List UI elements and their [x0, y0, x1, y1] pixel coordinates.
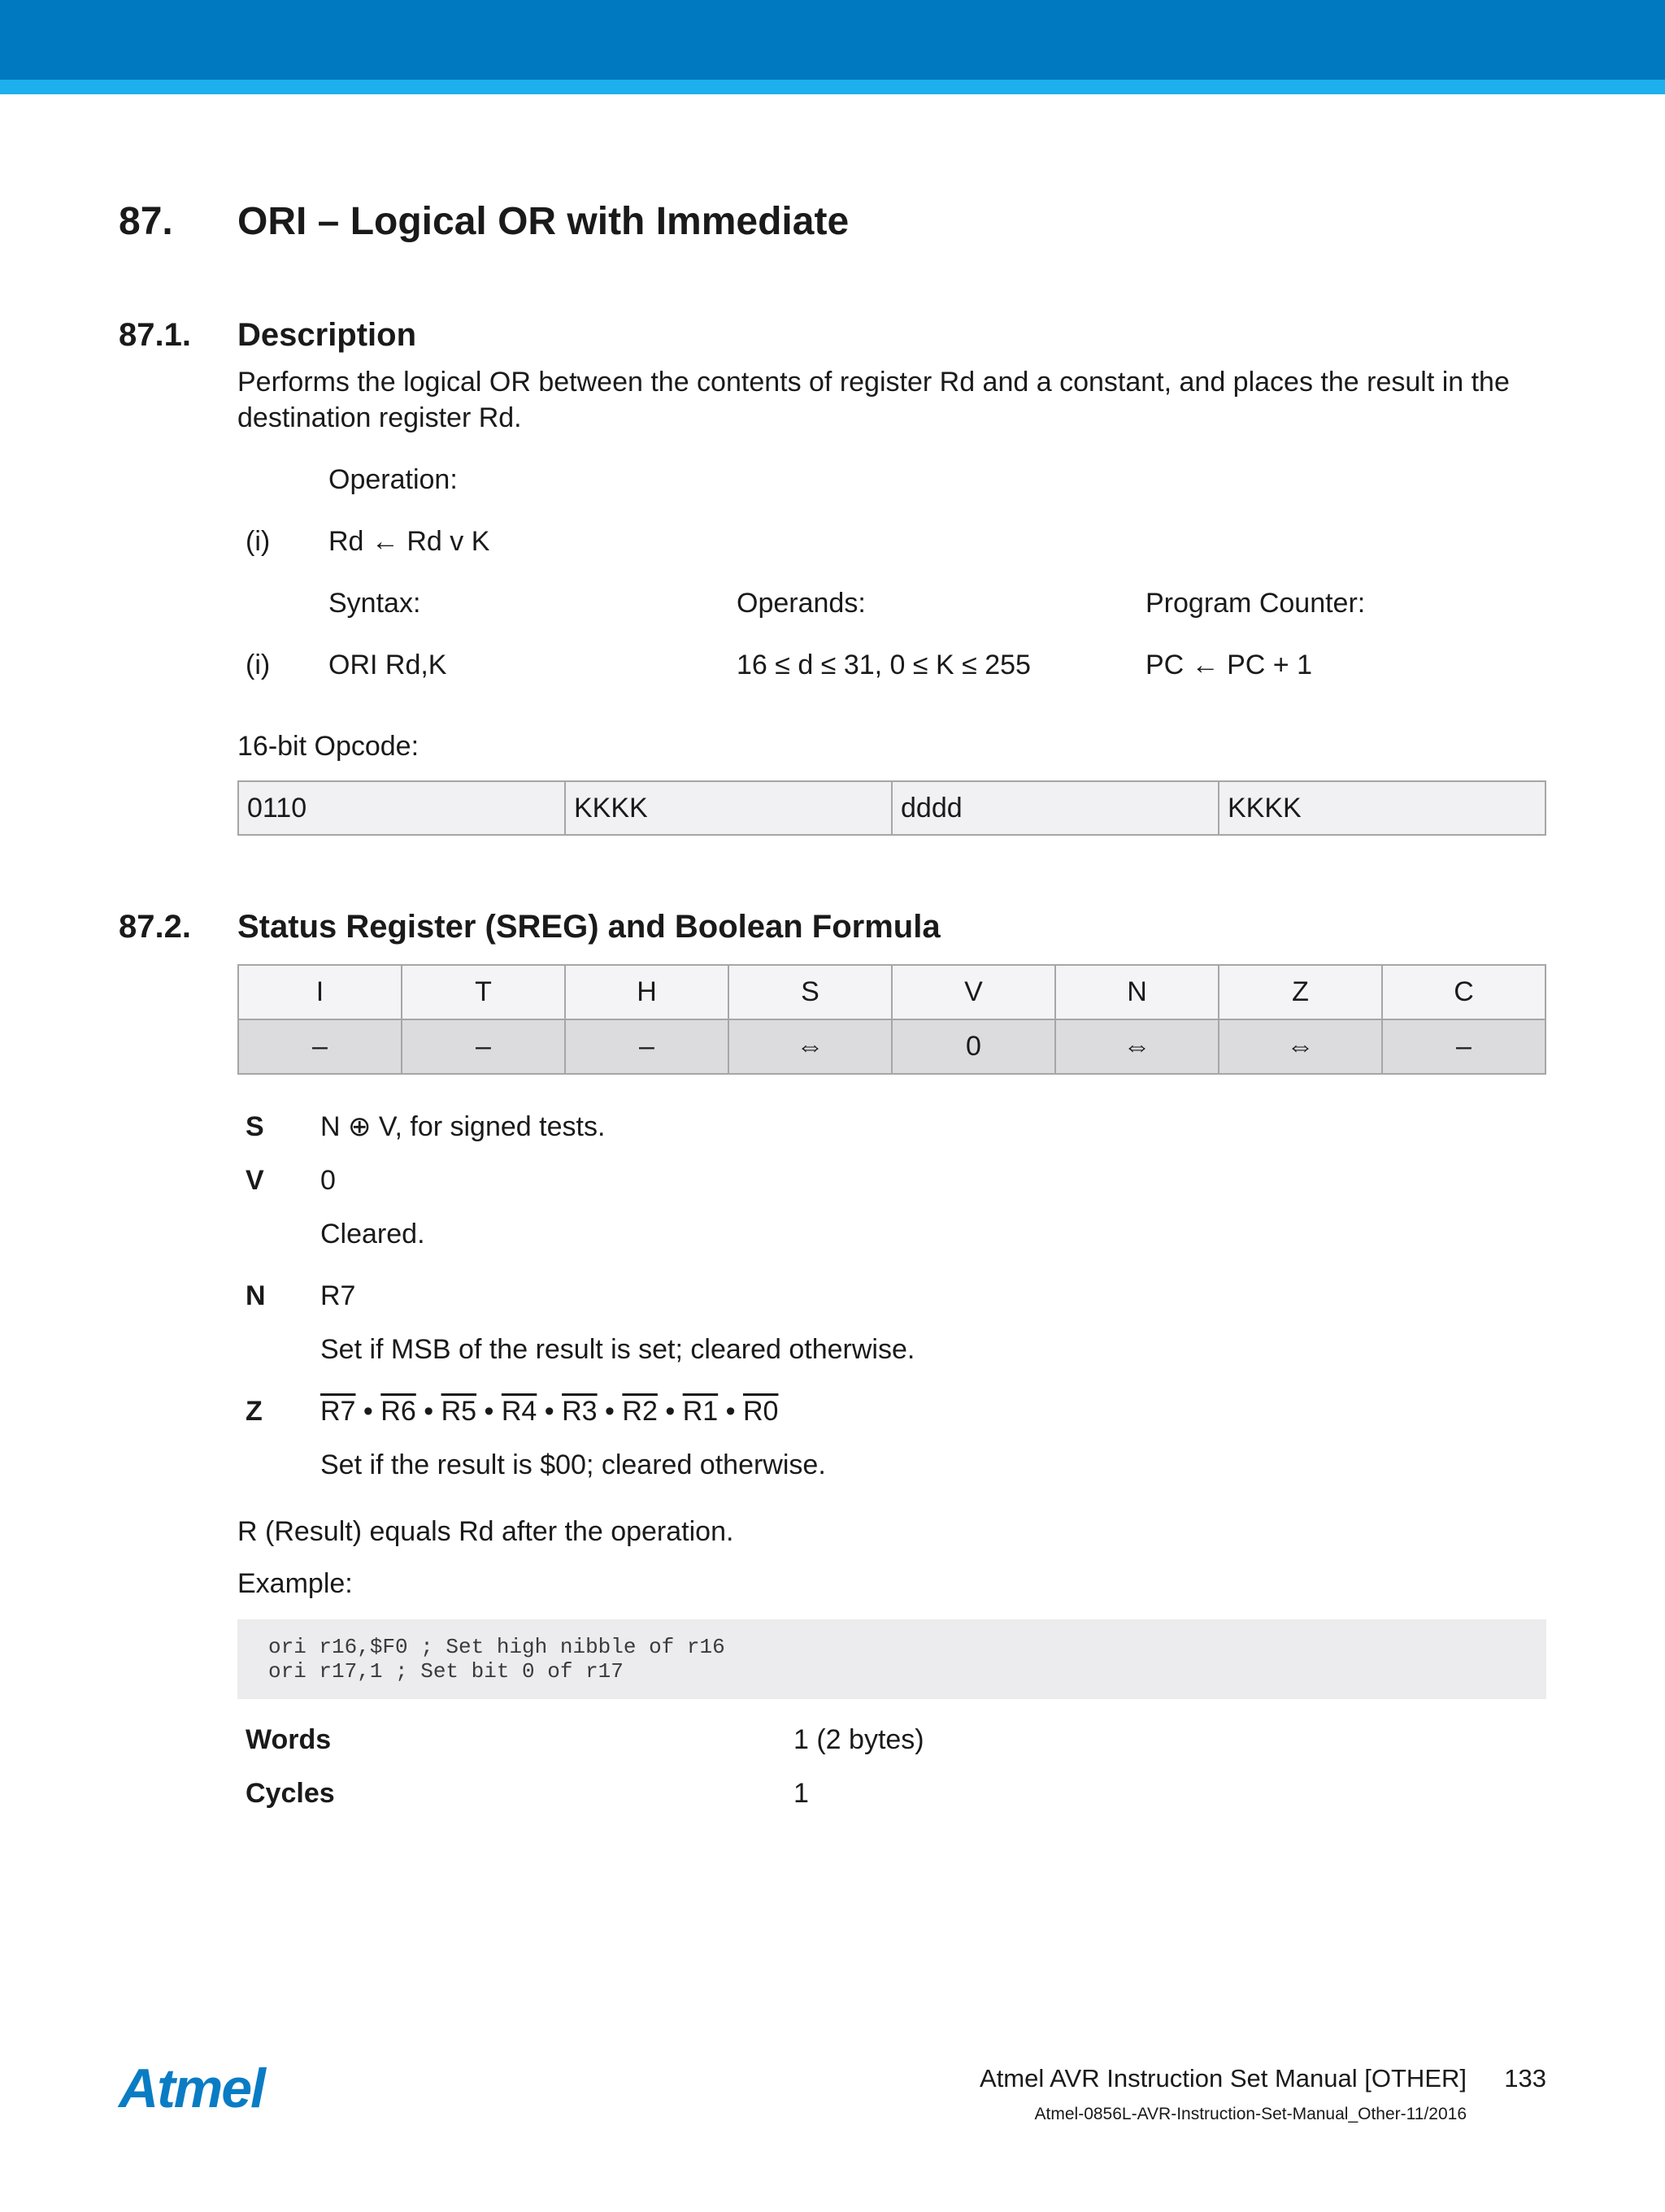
opcode-row — [238, 781, 1545, 835]
flag-z-formula — [320, 1393, 778, 1429]
sreg-table — [237, 964, 1546, 1075]
flag-n-formula: R7 — [320, 1280, 356, 1311]
operation-index: (i) — [246, 526, 271, 557]
sreg-flag-cell: N — [1055, 965, 1219, 1019]
sreg-value-cell: ⇔ — [728, 1019, 892, 1074]
z-term: R6 — [380, 1396, 416, 1427]
z-sep: • — [725, 1396, 736, 1427]
opcode-cell: KKKK — [1219, 781, 1545, 835]
flag-v-text: Cleared. — [320, 1219, 425, 1249]
z-term: R0 — [742, 1396, 779, 1427]
flag-v-letter: V — [246, 1165, 264, 1196]
sreg-flag-cell: Z — [1219, 965, 1382, 1019]
subsection-number: 87.1. — [119, 317, 191, 353]
z-sep: • — [544, 1396, 554, 1427]
sreg-value-cell: ⇔ — [1219, 1019, 1382, 1074]
sreg-flag-cell: C — [1382, 965, 1545, 1019]
opcode-cell: KKKK — [565, 781, 892, 835]
code-line: ori r16,$F0 ; Set high nibble of r16 — [268, 1635, 725, 1659]
z-sep: • — [363, 1396, 373, 1427]
header-stripe — [0, 80, 1665, 94]
z-sep: • — [484, 1396, 494, 1427]
operation-formula: Rd ← Rd v K — [328, 526, 490, 557]
atmel-logo: Atmel — [119, 2058, 264, 2119]
z-term: R1 — [682, 1396, 719, 1427]
z-term: R3 — [562, 1396, 598, 1427]
sreg-flag-row — [238, 965, 1545, 1019]
operation-label: Operation: — [328, 464, 458, 495]
z-sep: • — [605, 1396, 615, 1427]
footer-manual-title: Atmel AVR Instruction Set Manual [OTHER] — [980, 2064, 1467, 2092]
words-label: Words — [246, 1724, 332, 1755]
sreg-value-cell: ⇔ — [1055, 1019, 1219, 1074]
code-example-box — [237, 1619, 1546, 1699]
flag-n-text: Set if MSB of the result is set; cleared otherwise. — [320, 1334, 915, 1365]
cycles-value: 1 — [793, 1778, 809, 1809]
footer-doc-id: Atmel-0856L-AVR-Instruction-Set-Manual_Other-11/2016 — [1034, 2105, 1467, 2123]
z-sep: • — [665, 1396, 676, 1427]
opcode-cell: 0110 — [238, 781, 565, 835]
z-sep: • — [424, 1396, 434, 1427]
sreg-flag-cell: T — [402, 965, 565, 1019]
description-line-1: Performs the logical OR between the contents of register Rd and a constant, and places the result in the — [237, 367, 1510, 398]
z-term: R5 — [441, 1396, 477, 1427]
operands-value: 16 ≤ d ≤ 31, 0 ≤ K ≤ 255 — [737, 650, 1031, 680]
sreg-flag-cell: V — [892, 965, 1055, 1019]
subsection-title: Description — [237, 317, 417, 353]
sreg-flag-cell: I — [238, 965, 402, 1019]
sreg-value-cell: – — [565, 1019, 728, 1074]
z-term: R4 — [501, 1396, 537, 1427]
header-bar — [0, 0, 1665, 80]
operands-label: Operands: — [737, 588, 866, 619]
syntax-index: (i) — [246, 650, 271, 680]
cycles-label: Cycles — [246, 1778, 335, 1809]
opcode-table — [237, 780, 1546, 836]
z-term: R7 — [320, 1396, 356, 1427]
program-counter-value: PC ← PC + 1 — [1146, 650, 1313, 680]
opcode-label: 16-bit Opcode: — [237, 731, 420, 762]
flag-n-letter: N — [246, 1280, 266, 1311]
syntax-value: ORI Rd,K — [328, 650, 447, 680]
section-number: 87. — [119, 200, 173, 243]
description-line-2: destination register Rd. — [237, 402, 522, 433]
code-line: ori r17,1 ; Set bit 0 of r17 — [268, 1659, 624, 1684]
flag-s-letter: S — [246, 1111, 264, 1142]
sreg-value-row — [238, 1019, 1545, 1074]
opcode-cell: dddd — [892, 781, 1219, 835]
sreg-value-cell: – — [238, 1019, 402, 1074]
sreg-flag-cell: S — [728, 965, 892, 1019]
sreg-value-cell: 0 — [892, 1019, 1055, 1074]
subsection-number: 87.2. — [119, 909, 191, 945]
flag-z-letter: Z — [246, 1396, 263, 1427]
flag-v-formula: 0 — [320, 1165, 336, 1196]
sreg-value-cell: – — [402, 1019, 565, 1074]
page-number: 133 — [1504, 2064, 1546, 2092]
program-counter-label: Program Counter: — [1146, 588, 1366, 619]
code-example — [268, 1635, 725, 1684]
example-label: Example: — [237, 1568, 353, 1599]
words-value: 1 (2 bytes) — [793, 1724, 924, 1755]
sreg-flag-cell: H — [565, 965, 728, 1019]
sreg-value-cell: – — [1382, 1019, 1545, 1074]
flag-z-text: Set if the result is $00; cleared otherwise. — [320, 1449, 826, 1480]
result-note: R (Result) equals Rd after the operation. — [237, 1516, 734, 1547]
syntax-label: Syntax: — [328, 588, 421, 619]
subsection-title: Status Register (SREG) and Boolean Formula — [237, 909, 941, 945]
section-title: ORI – Logical OR with Immediate — [237, 200, 850, 243]
flag-s-formula: N ⊕ V, for signed tests. — [320, 1111, 606, 1142]
z-term: R2 — [622, 1396, 658, 1427]
